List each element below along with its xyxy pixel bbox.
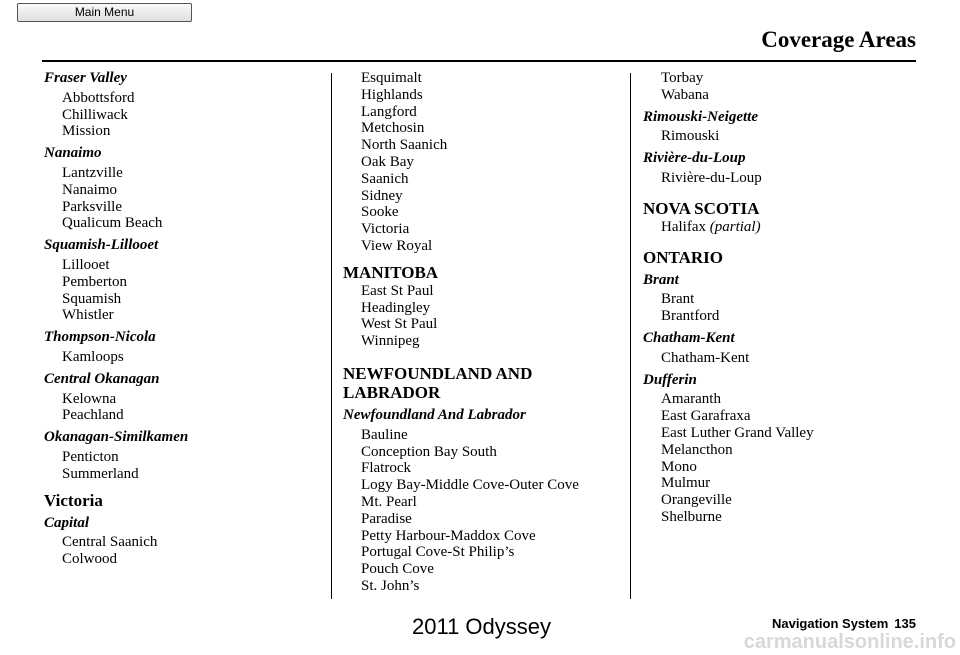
footer-section: Navigation System: [771, 616, 889, 631]
region-heading: Rimouski-Neigette: [643, 108, 758, 125]
city-item: Mulmur: [661, 475, 711, 492]
city-item: Lantzville: [62, 164, 123, 181]
city-item: Sidney: [361, 187, 403, 204]
city-item: Victoria: [361, 221, 410, 238]
city-item: Mission: [62, 123, 111, 140]
city-item: Summerland: [62, 465, 139, 482]
city-item: Pemberton: [62, 273, 127, 290]
city-item: North Saanich: [361, 137, 448, 154]
partial-note: (partial): [709, 218, 761, 235]
page-title: Coverage Areas: [761, 27, 916, 52]
city-item: Parksville: [62, 198, 122, 215]
city-item: Whistler: [62, 307, 114, 324]
city-item: Rivière-du-Loup: [661, 169, 762, 186]
city-item: Peachland: [62, 407, 124, 424]
city-item: East Garafraxa: [661, 408, 751, 425]
city-item: Kelowna: [62, 390, 117, 407]
region-heading: Brant: [643, 271, 679, 288]
city-item: Abbottsford: [62, 89, 135, 106]
city-item: Chatham-Kent: [661, 349, 750, 366]
city-item: Esquimalt: [361, 70, 422, 86]
city-item: Nanaimo: [62, 181, 117, 198]
city-item: View Royal: [361, 237, 433, 254]
page-number: 135: [894, 616, 916, 631]
city-item: Orangeville: [661, 492, 732, 509]
city-item: Kamloops: [62, 348, 124, 365]
region-heading: Capital: [44, 514, 90, 531]
city-item: Wabana: [661, 86, 709, 103]
city-item: Metchosin: [361, 120, 425, 137]
city-item: Lillooet: [62, 256, 110, 273]
province-heading: NEWFOUNDLAND AND: [343, 363, 533, 383]
city-item: East Luther Grand Valley: [661, 424, 814, 441]
province-heading: Victoria: [44, 490, 103, 510]
city-item: Melancthon: [661, 441, 733, 458]
column-1: [44, 70, 324, 568]
region-heading: Rivière-du-Loup: [643, 150, 746, 167]
column-divider-1: [331, 73, 332, 599]
city-item: Bauline: [361, 426, 408, 443]
province-heading: NOVA SCOTIA: [643, 198, 760, 218]
region-heading: Newfoundland And Labrador: [343, 406, 526, 423]
main-menu-button[interactable]: Main Menu: [17, 3, 192, 22]
city-item: Langford: [361, 103, 417, 120]
city-item: [643, 219, 933, 236]
city-item: Saanich: [361, 170, 409, 187]
city-item: Mono: [661, 458, 697, 475]
city-item: Chilliwack: [62, 106, 128, 123]
region-heading: Dufferin: [643, 371, 697, 388]
city-item: Torbay: [661, 70, 704, 86]
city-item: Qualicum Beach: [62, 215, 163, 232]
city-item: East St Paul: [361, 282, 434, 299]
city-item: Logy Bay-Middle Cove-Outer Cove: [361, 477, 579, 494]
province-heading: ONTARIO: [643, 247, 723, 267]
city-item: Petty Harbour-Maddox Cove: [361, 527, 536, 544]
city-item: Penticton: [62, 448, 119, 465]
city-item: Portugal Cove-St Philip’s: [361, 544, 515, 561]
region-heading: Okanagan-Similkamen: [44, 429, 189, 446]
city-item: Colwood: [62, 551, 118, 568]
city-item: St. John’s: [361, 577, 420, 594]
city-item: Headingley: [361, 299, 431, 316]
site-watermark: carmanualsonline.info: [743, 631, 956, 653]
region-heading: Central Okanagan: [44, 370, 160, 387]
column-3: [643, 70, 933, 526]
city-item: Amaranth: [661, 391, 721, 408]
city-item: Oak Bay: [361, 153, 414, 170]
region-heading: Squamish-Lillooet: [44, 237, 159, 254]
city-item: Rimouski: [661, 128, 720, 145]
title-divider: [42, 60, 916, 62]
city-item: Winnipeg: [361, 333, 420, 350]
city-item: Central Saanich: [62, 534, 158, 551]
page-footer: [772, 616, 916, 631]
province-heading: MANITOBA: [343, 262, 439, 282]
city-item: Brantford: [661, 308, 720, 325]
city-item: Paradise: [361, 510, 412, 527]
province-heading: LABRADOR: [343, 382, 441, 402]
city-item: Shelburne: [661, 508, 722, 525]
model-watermark: 2011 Odyssey: [412, 614, 552, 639]
city-item: Sooke: [361, 204, 399, 221]
city-item: Conception Bay South: [361, 443, 497, 460]
city-item: Highlands: [361, 86, 423, 103]
city-item: Squamish: [62, 290, 122, 307]
city-name: Halifax: [661, 218, 706, 235]
column-divider-2: [630, 73, 631, 599]
city-item: Brant: [661, 291, 695, 308]
column-2: [343, 70, 625, 595]
region-heading: Chatham-Kent: [643, 329, 735, 346]
region-heading: Nanaimo: [44, 145, 102, 162]
city-item: Mt. Pearl: [361, 493, 417, 510]
city-item: West St Paul: [361, 316, 438, 333]
region-heading: Thompson-Nicola: [44, 329, 156, 346]
city-item: Pouch Cove: [361, 561, 434, 578]
region-heading: Fraser Valley: [44, 70, 127, 86]
city-item: Flatrock: [361, 460, 411, 477]
